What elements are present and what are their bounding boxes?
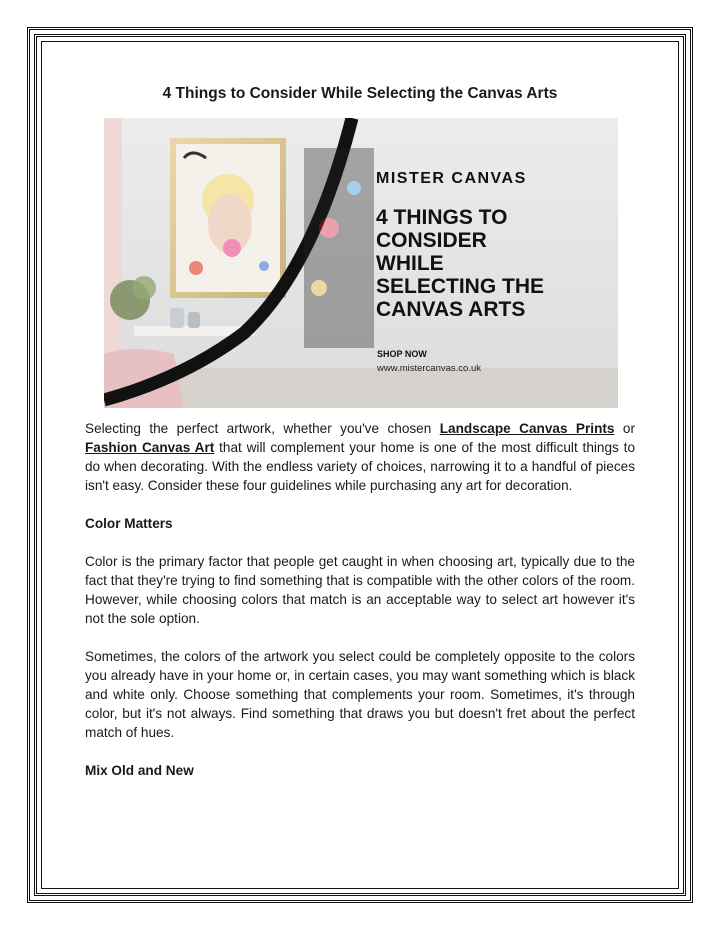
banner-headline-line: CANVAS ARTS bbox=[376, 298, 526, 321]
intro-text: Selecting the perfect artwork, whether you've chosen bbox=[85, 421, 440, 436]
banner-paint-splash-blue bbox=[259, 261, 269, 271]
intro-text-between: or bbox=[614, 421, 635, 436]
fashion-canvas-art-link[interactable]: Fashion Canvas Art bbox=[85, 440, 215, 455]
article-body bbox=[85, 419, 635, 780]
section-heading-color-matters: Color Matters bbox=[85, 516, 173, 531]
banner-plant-leaves bbox=[132, 276, 156, 300]
banner-jar bbox=[170, 308, 184, 328]
banner-headline-line: SELECTING THE bbox=[376, 275, 545, 298]
banner-curtain bbox=[104, 118, 122, 368]
banner-headline-line: WHILE bbox=[376, 252, 444, 275]
banner-shop-now: SHOP NOW bbox=[377, 349, 427, 359]
banner-headline bbox=[376, 206, 606, 321]
paragraph: Color is the primary factor that people get caught in when choosing art, typically due to the fact that they're trying to find something that is compatible with the other colors of the room. However, while choosing colors that match is an acceptable way to select art however it's not the sole option. bbox=[85, 554, 635, 626]
section-heading-mix-old-and-new: Mix Old and New bbox=[85, 763, 194, 778]
banner-graffiti bbox=[304, 148, 374, 348]
banner-headline-line: CONSIDER bbox=[376, 229, 487, 252]
banner-bubblegum bbox=[223, 239, 241, 257]
banner-url: www.mistercanvas.co.uk bbox=[377, 363, 482, 374]
paragraph: Sometimes, the colors of the artwork you select could be completely opposite to the colors you already have in your home or, in certain cases, you may want something which is black and white only. Choose something that complements your room. Sometimes, it's through color, but it's not always. Find something that draws you but doesn't fret about the perfect match of hues. bbox=[85, 649, 635, 740]
banner-brand: MISTER CANVAS bbox=[376, 170, 527, 187]
document-title: 4 Things to Consider While Selecting the Canvas Arts bbox=[162, 85, 558, 102]
intro-paragraph bbox=[85, 419, 635, 495]
intro-text-end: that will complement your home is one of the most difficult things to do when decorating. With the endless variety of choices, narrowing it to a handful of pieces isn't easy. Consider these four guidelines while purchasing any art for decoration. bbox=[85, 440, 636, 493]
landscape-canvas-prints-link[interactable]: Landscape Canvas Prints bbox=[439, 421, 615, 436]
banner-headline-line: 4 THINGS TO bbox=[376, 206, 508, 229]
banner-jar-small bbox=[188, 312, 200, 328]
banner-paint-splash bbox=[189, 261, 203, 275]
banner-image bbox=[104, 118, 618, 408]
